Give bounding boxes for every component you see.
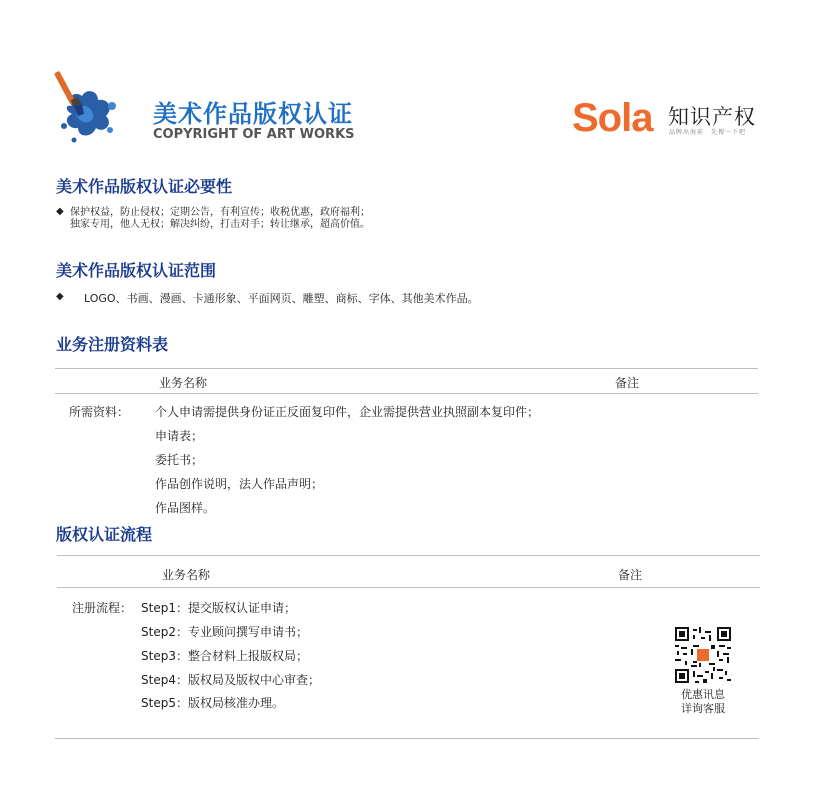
- materials-item: 个人申请需提供身份证正反面复印件，企业需提供营业执照副本复印件；: [155, 405, 540, 419]
- materials-item: 作品图样。: [155, 501, 216, 515]
- bullet-diamond-icon: ◆: [56, 206, 64, 217]
- process-step: Step4：版权局及版权中心审查；: [141, 673, 320, 687]
- materials-item: 委托书；: [155, 453, 204, 467]
- art-palette-logo: [52, 68, 124, 150]
- necessity-heading: 美术作品版权认证必要性: [56, 177, 233, 196]
- brand-tagline: 品牌出海前 先搜一下吧: [669, 129, 747, 136]
- qr-caption-line-1: 优惠讯息: [681, 688, 725, 701]
- page-subtitle: COPYRIGHT OF ART WORKS: [153, 127, 355, 142]
- necessity-line-2: 独家专用，他人无权；解决纠纷，打击对手；转让继承，超高价值。: [70, 219, 370, 230]
- scope-text: LOGO、书画、漫画、卡通形象、平面网页、雕塑、商标、字体、其他美术作品。: [84, 292, 479, 305]
- necessity-line-1: 保护权益，防止侵权；定期公告，有利宣传；收税优惠，政府福利；: [70, 207, 370, 218]
- qr-caption: [664, 688, 742, 716]
- materials-col-note: 备注: [615, 376, 640, 390]
- materials-col-name: 业务名称: [159, 376, 208, 390]
- process-step: Step1：提交版权认证申请；: [141, 601, 296, 615]
- process-col-name: 业务名称: [162, 568, 211, 582]
- bottom-divider: [55, 738, 758, 739]
- table-header-divider: [57, 587, 760, 588]
- scope-heading: 美术作品版权认证范围: [56, 261, 217, 280]
- materials-item: 申请表；: [155, 429, 204, 443]
- brand-name: Sola: [572, 96, 653, 140]
- table-top-divider: [55, 368, 758, 369]
- qr-code-icon[interactable]: [675, 627, 731, 683]
- page-title: 美术作品版权认证: [153, 100, 353, 128]
- table-header-divider: [55, 393, 758, 394]
- table-top-divider: [57, 555, 760, 556]
- process-step: Step3：整合材料上报版权局；: [141, 649, 308, 663]
- process-row-label: 注册流程：: [72, 601, 133, 615]
- brand-name-cn: 知识产权: [668, 105, 756, 129]
- materials-item: 作品创作说明，法人作品声明；: [155, 477, 324, 491]
- materials-row-label: 所需资料：: [69, 405, 130, 419]
- brand-logo: [572, 96, 767, 140]
- process-step: Step5：版权局核准办理。: [141, 696, 284, 710]
- bullet-diamond-icon: ◆: [56, 291, 64, 302]
- process-col-note: 备注: [618, 568, 643, 582]
- process-step: Step2：专业顾问撰写申请书；: [141, 625, 308, 639]
- qr-caption-line-2: 详询客服: [681, 702, 725, 715]
- materials-heading: 业务注册资料表: [56, 335, 169, 354]
- process-heading: 版权认证流程: [56, 525, 153, 544]
